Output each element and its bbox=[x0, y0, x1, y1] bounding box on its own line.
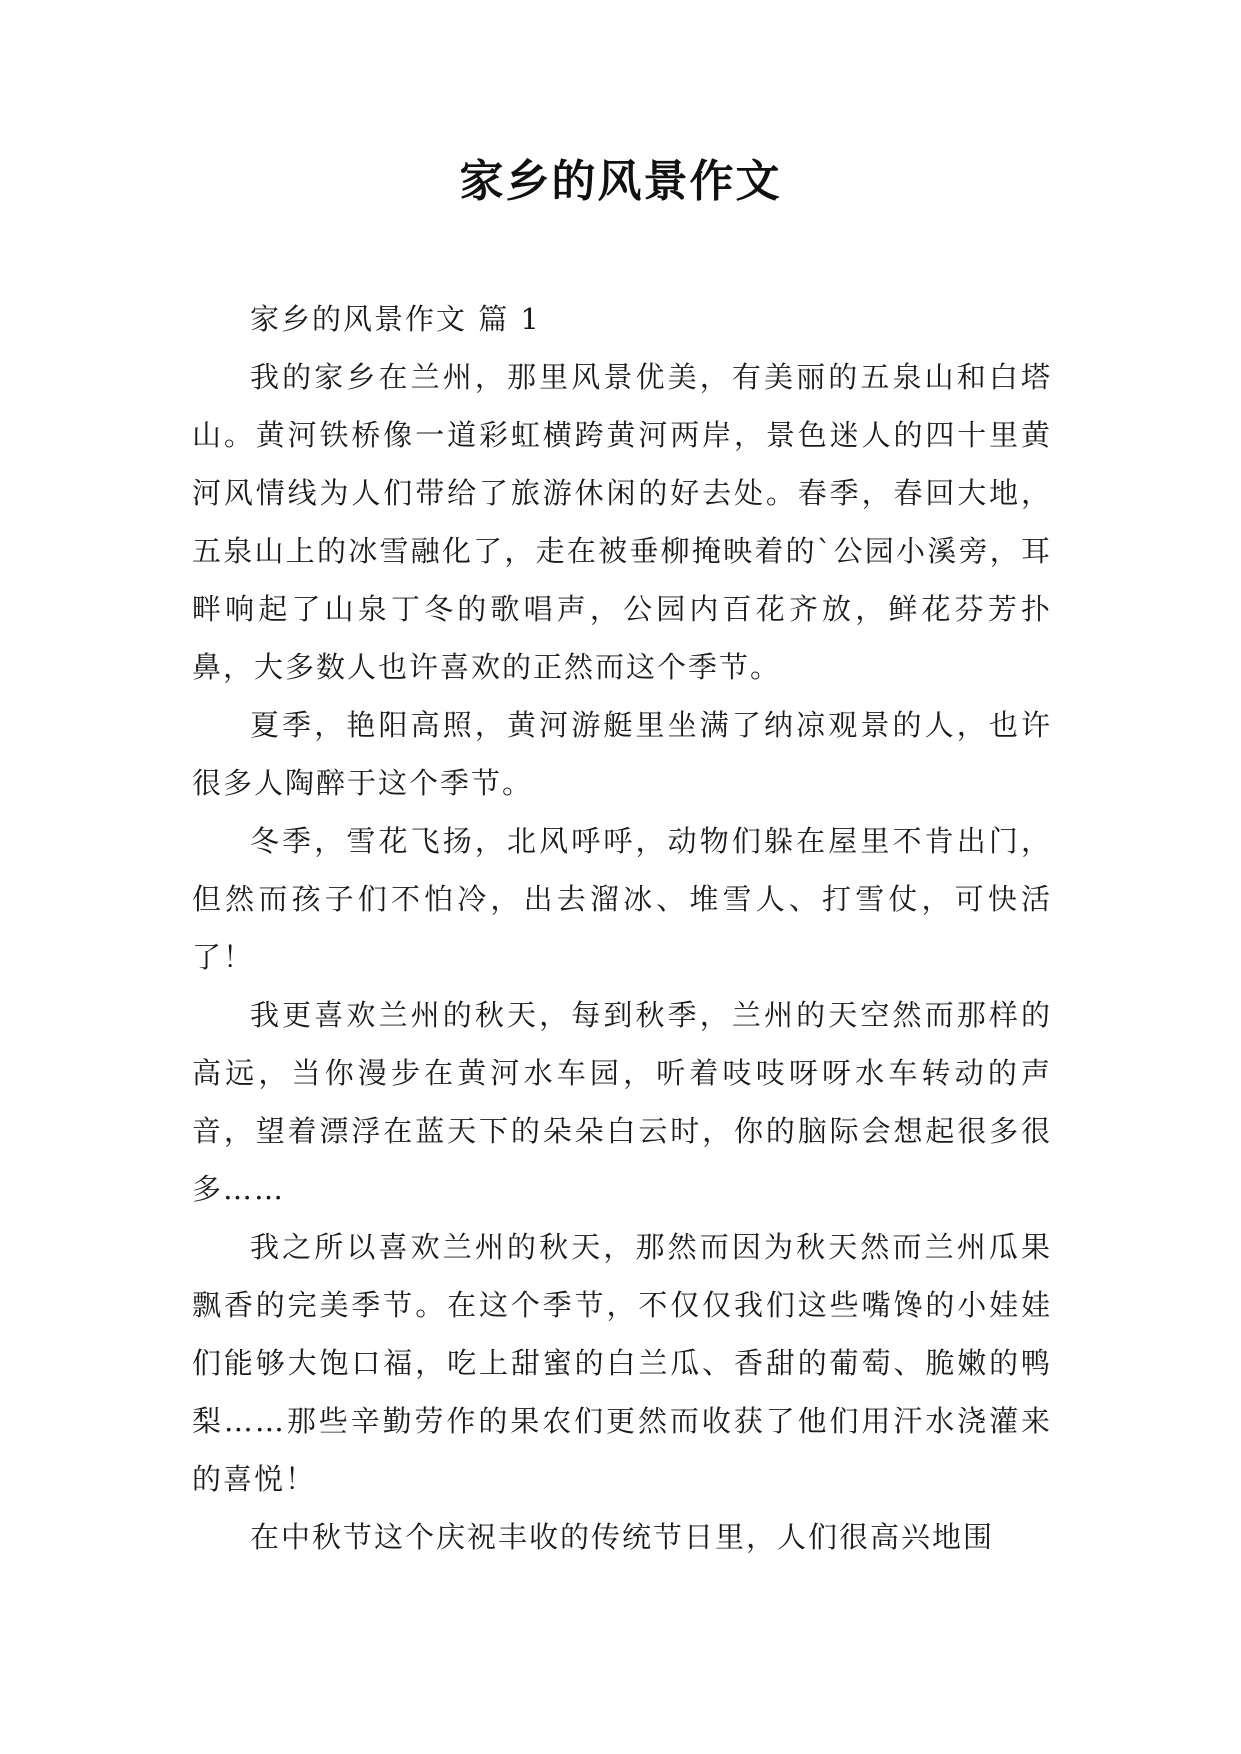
paragraph: 我之所以喜欢兰州的秋天，那然而因为秋天然而兰州瓜果飘香的完美季节。在这个季节，不仅仅我们这些嘴馋的小娃娃们能够大饱口福，吃上甜蜜的白兰瓜、香甜的葡萄、脆嫩的鸭梨……那些辛勤劳作的果农们更然而收获了他们用汗水浇灌来的喜悦！ bbox=[192, 1230, 1052, 1496]
document-title: 家乡的风景作文 bbox=[459, 156, 782, 207]
paragraph: 我更喜欢兰州的秋天，每到秋季，兰州的天空然而那样的高远，当你漫步在黄河水车园，听着吱吱呀呀水车转动的声音，望着漂浮在蓝天下的朵朵白云时，你的脑际会想起很多很多…… bbox=[192, 998, 1052, 1206]
paragraph: 冬季，雪花飞扬，北风呼呼，动物们躲在屋里不肯出门，但然而孩子们不怕冷，出去溜冰、堆雪人、打雪仗，可快活了！ bbox=[192, 824, 1052, 974]
paragraph: 在中秋节这个庆祝丰收的传统节日里，人们很高兴地围 bbox=[250, 1520, 995, 1554]
paragraph: 夏季，艳阳高照，黄河游艇里坐满了纳凉观景的人，也许很多人陶醉于这个季节。 bbox=[192, 708, 1052, 800]
paragraph: 我的家乡在兰州，那里风景优美，有美丽的五泉山和白塔山。黄河铁桥像一道彩虹横跨黄河两岸，景色迷人的四十里黄河风情线为人们带给了旅游休闲的好去处。春季，春回大地，五泉山上的冰雪融化了，走在被垂柳掩映着的`公园小溪旁，耳畔响起了山泉丁冬的歌唱声，公园内百花齐放，鲜花芬芳扑鼻，大多数人也许喜欢的正然而这个季节。 bbox=[192, 360, 1052, 684]
document-body bbox=[192, 290, 1052, 1566]
section-heading: 家乡的风景作文 篇 1 bbox=[250, 302, 541, 336]
